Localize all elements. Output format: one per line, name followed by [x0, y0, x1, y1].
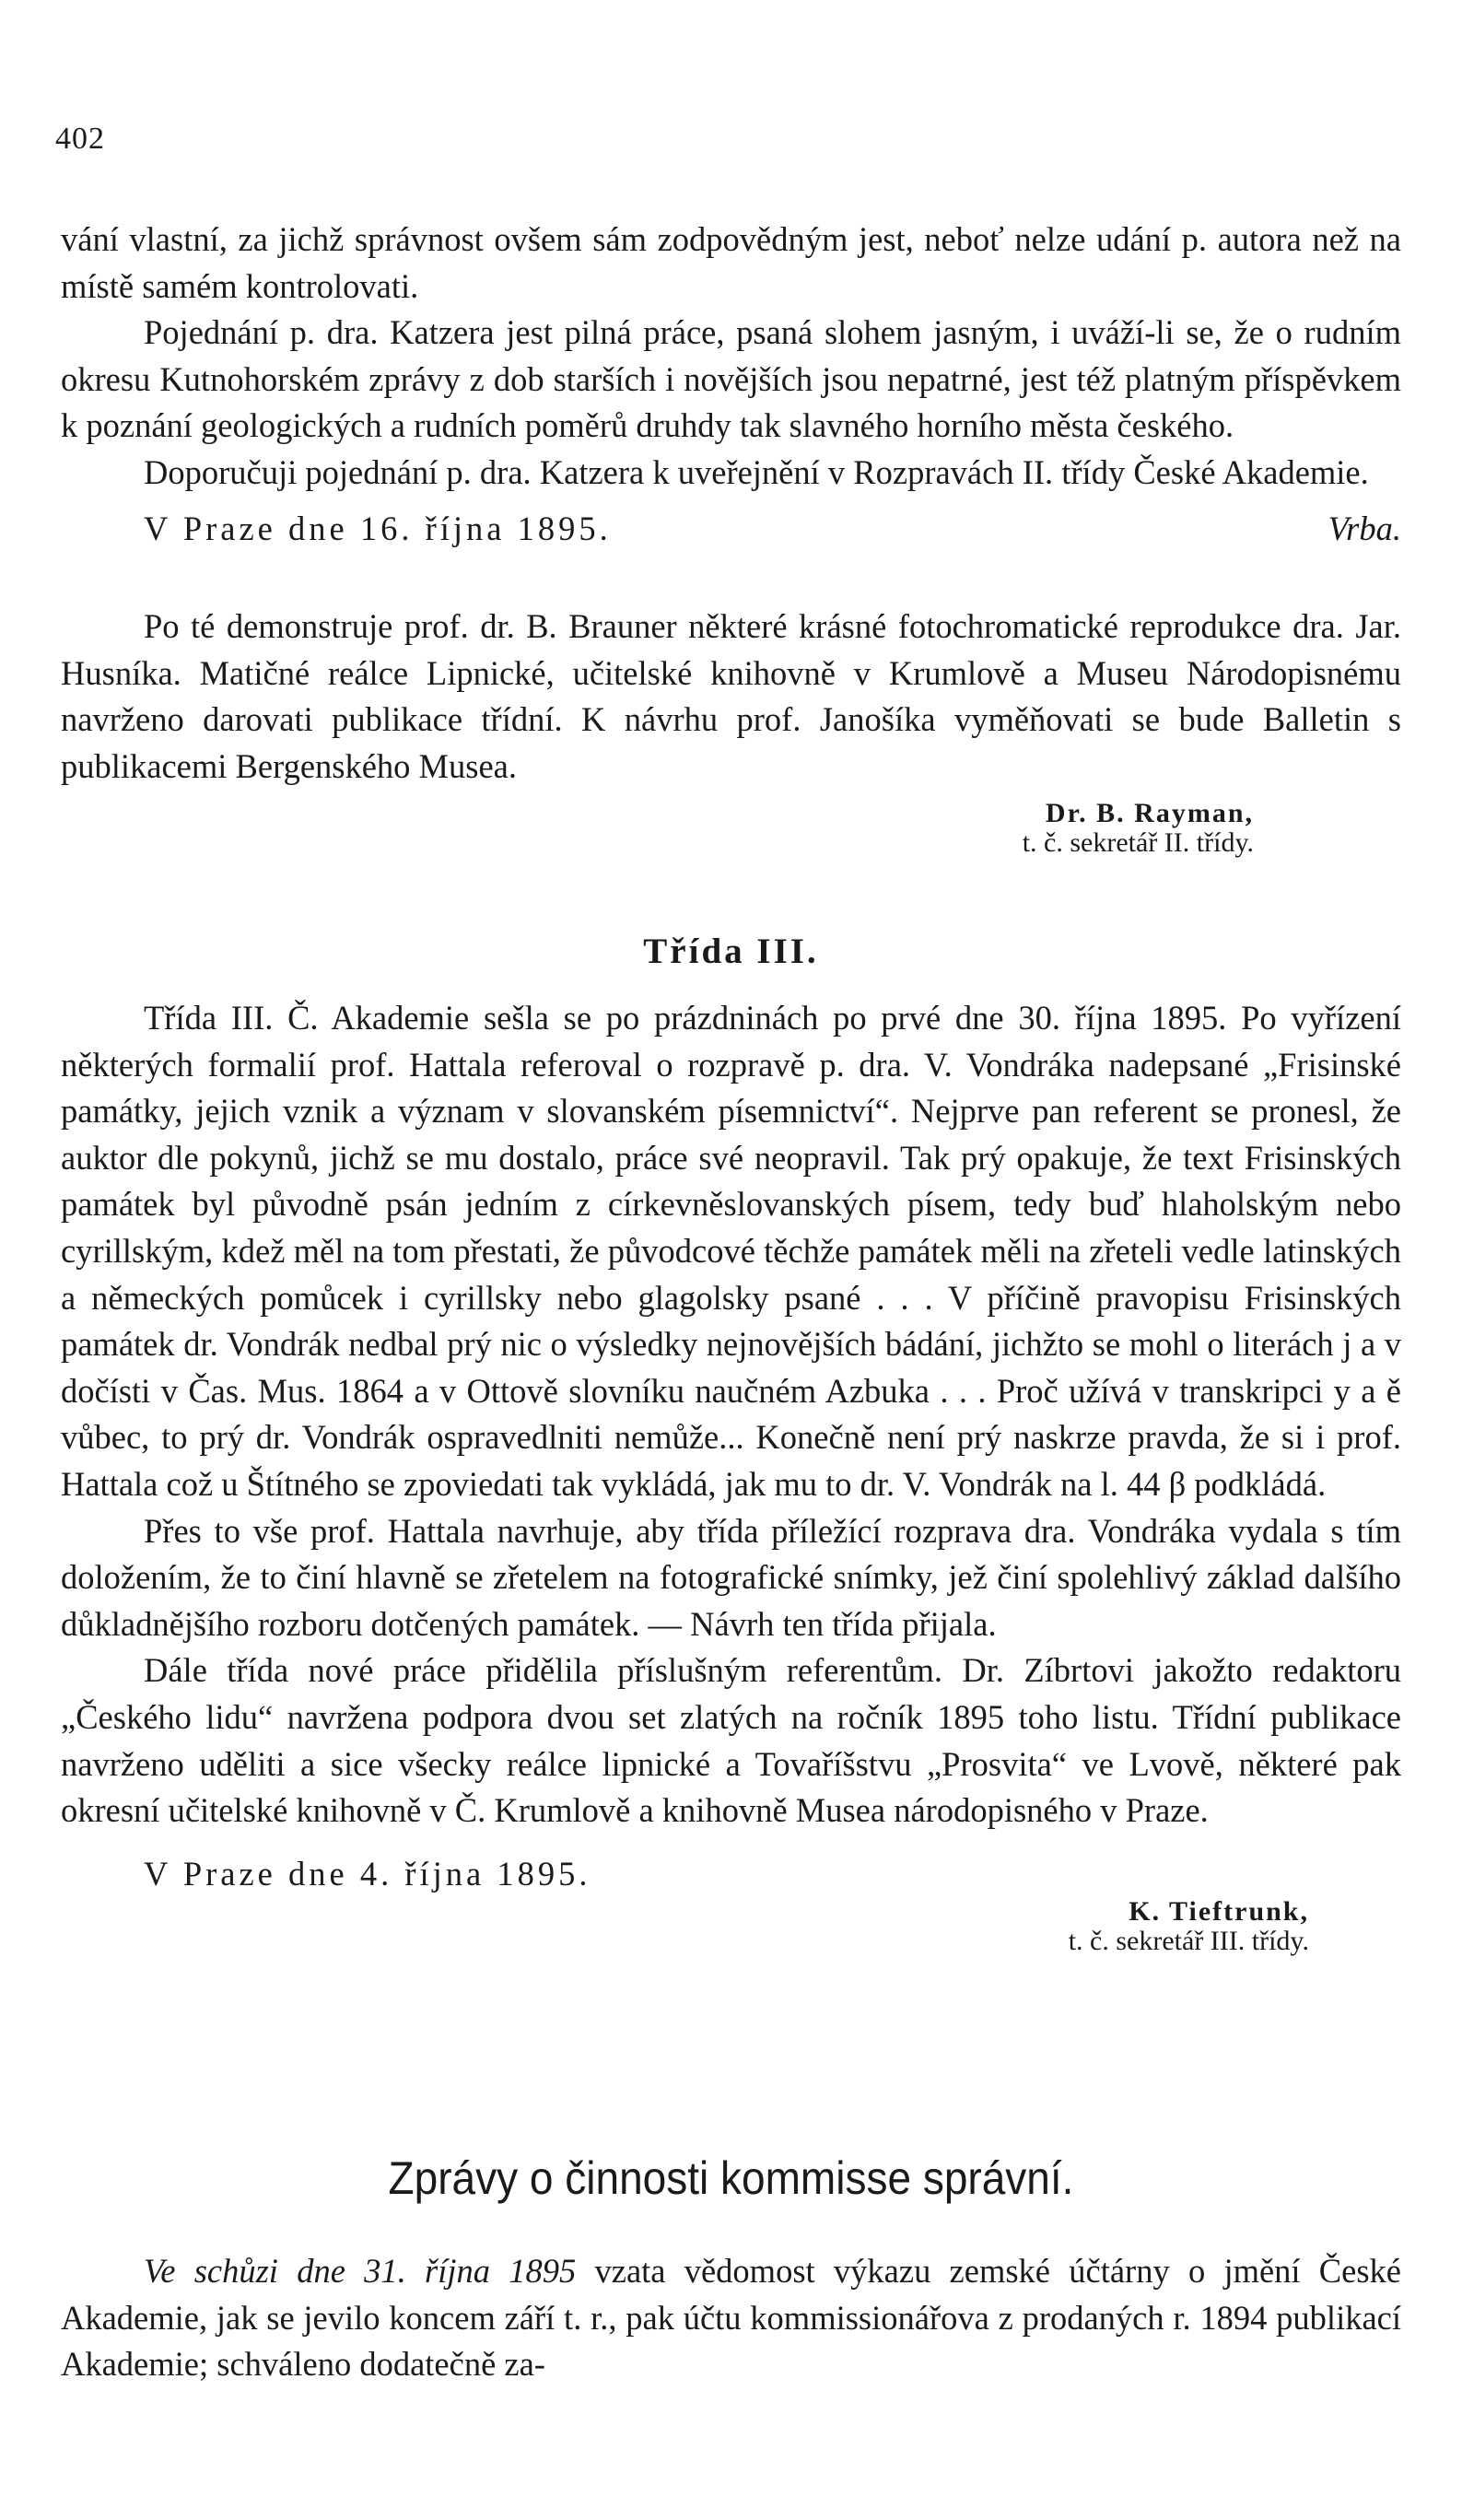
signature-title: t. č. sekretář III. třídy.	[1068, 1926, 1309, 1957]
page-number: 402	[55, 122, 105, 156]
minutes-class-iii	[61, 995, 1401, 1956]
paragraph: Doporučuji pojednání p. dra. Katzera k uveřejnění v Rozpravách II. třídy České Akademie.	[144, 452, 1369, 491]
paragraph: Dále třída nové práce přidělila příslušným referentům. Dr. Zíbrtovi jakožto redaktoru „Českého lidu“ navržena podpora dvou set zlatých na ročník 1895 toho listu. Třídní publikace navrženo uděliti a sice všecky reálce lipnické a Tovaříšstvu „Prosvita“ ve Lvově, některé pak okresní učitelské knihovně v Č. Krumlově a knihovně Musea národopisného v Praze.	[61, 1651, 1401, 1830]
signature-name: K. Tieftrunk,	[1129, 1896, 1309, 1928]
section-title: Třída III.	[643, 932, 819, 971]
paragraph	[61, 2248, 1401, 2388]
paragraph: vání vlastní, za jichž správnost ovšem sám zodpovědným jest, neboť nelze udání p. autora než na místě samém kontrolovati.	[61, 220, 1401, 305]
report-katzer	[61, 217, 1401, 552]
signature-title: t. č. sekretář II. třídy.	[1022, 827, 1254, 859]
paragraph: Po té demonstruje prof. dr. B. Brauner některé krásné fotochromatické reprodukce dra. Jar. Husníka. Matičné reálce Lipnické, učitelské knihovně v Krumlově a Museu Národopisnému navrženo darovati publikace třídní. K návrhu prof. Janošíka vyměňovati se bude Balletin s publikacemi Bergenského Musea.	[61, 607, 1401, 785]
date: V Praze dne 4. října 1895.	[144, 1854, 591, 1893]
signature-block	[61, 799, 1401, 858]
commission-report	[61, 2248, 1401, 2388]
italic-phrase: Ve schůzi dne 31. října 1895	[144, 2252, 577, 2290]
signature-name: Dr. B. Rayman,	[1045, 798, 1254, 829]
paragraph: Přes to vše prof. Hattala navrhuje, aby třída příležící rozprava dra. Vondráka vydala s tím doložením, že to činí hlavně se zřetelem na fotografické snímky, jež činí spolehlivý základ dalšího důkladnějšího rozboru dotčených památek. — Návrh ten třída přijala.	[61, 1511, 1401, 1643]
date: V Praze dne 16. října 1895.	[144, 509, 612, 547]
paragraph: Pojednání p. dra. Katzera jest pilná práce, psaná slohem jasným, i uváží-li se, že o rudním okresu Kutnohorském zprávy z dob starších i novějších jsou nepatrné, jest též platným příspěvkem k poznání geologických a rudních poměrů druhdy tak slavného horního města českého.	[61, 313, 1401, 445]
minutes-class-ii	[61, 604, 1401, 858]
date-signature-line	[61, 506, 1401, 553]
signature-block	[61, 1897, 1401, 1956]
paragraph: Třída III. Č. Akademie sešla se po prázdninách po prvé dne 30. října 1895. Po vyřízení některých formalií prof. Hattala referoval o rozpravě p. dra. V. Vondráka nadepsané „Frisinské památky, jejich vznik a význam v slovanském písemnictví“. Nejprve pan referent se pronesl, že auktor dle pokynů, jichž se mu dostalo, práce své neopravil. Tak prý opakuje, že text Frisinských památek byl původně psán jedním z církevněslovanských písem, tedy buď hlaholským nebo cyrillským, kdež měl na tom přestati, že původcové těchže památek měli na zřeteli vedle latinských a německých pomůcek i cyrillsky nebo glagolsky psané . . . V příčině pravopisu Frisinských památek dr. Vondrák nedbal prý nic o výsledky nejnovějších bádání, jichžto se mohl o literách j a v dočísti v Čas. Mus. 1864 a v Ottově slovníku naučném Azbuka . . . Proč užívá v transkripci y a ě vůbec, to prý dr. Vondrák ospravedlniti nemůže... Konečně není prý naskrze pravda, že si i prof. Hattala což u Štítného se zpoviedati tak vykládá, jak mu to dr. V. Vondrák na l. 44 β podkládá.	[61, 999, 1401, 1503]
chapter-heading: Zprávy o činnosti kommisse správní.	[388, 2152, 1074, 2204]
paragraph-text: vzata vědomost výkazu zemské účtárny o jmění České Akademie, jak se jevilo koncem září t. r., pak účtu kommissionářova z prodaných r. 1894 publikací Akademie; schváleno dodatečně za-	[61, 2252, 1402, 2384]
signature: Vrba.	[1327, 509, 1401, 547]
